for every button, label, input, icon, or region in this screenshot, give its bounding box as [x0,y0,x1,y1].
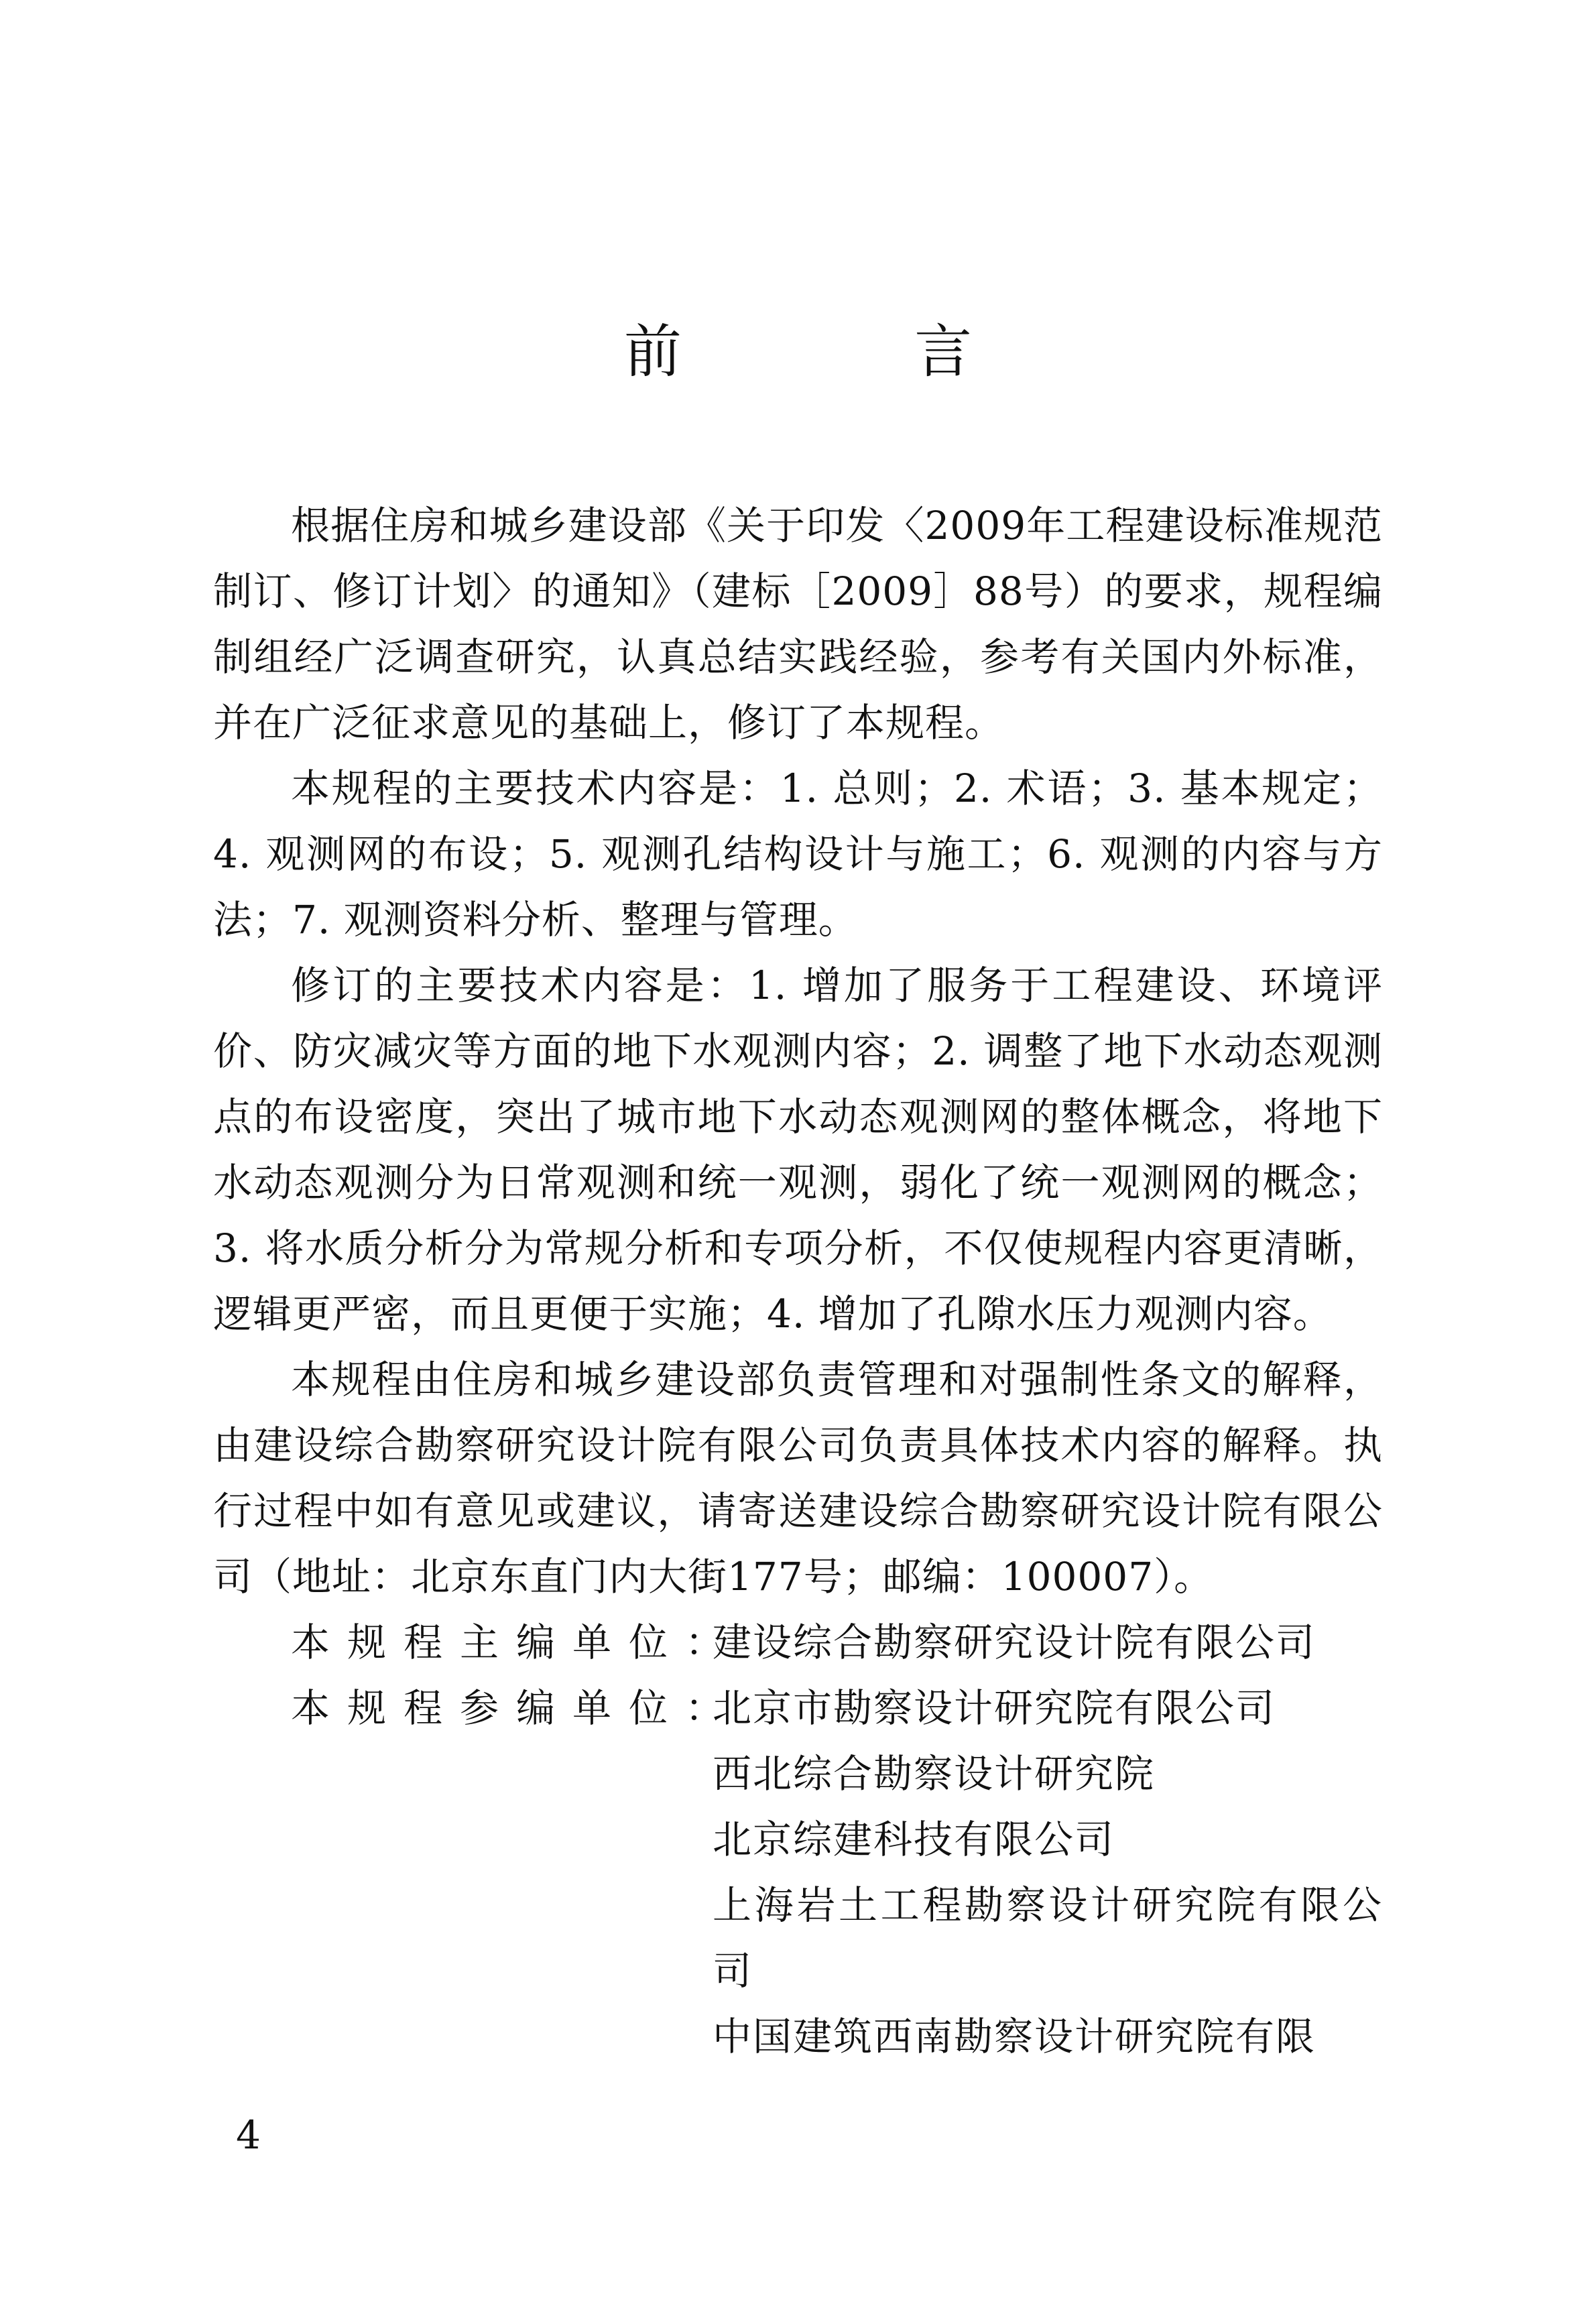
chief-unit-name: 建设综合勘察研究设计院有限公司 [713,1620,1316,1665]
participating-unit: 上海岩土工程勘察设计研究院有限公司 [713,1882,1383,1994]
participating-units-label: 本规程参编单位： [291,1685,742,1731]
paragraph-background: 根据住房和城乡建设部《关于印发〈2009年工程建设标准规范制订、修订计划〉的通知》（建标［2009］88号）的要求，规程编制组经广泛调查研究，认真总结实践经验，参考有关国内外标准，并在广泛征求意见的基础上，修订了本规程。 [213,503,1383,745]
paragraph-main-content: 本规程的主要技术内容是：1. 总则；2. 术语；3. 基本规定；4. 观测网的布设；5. 观测孔结构设计与施工；6. 观测的内容与方法；7. 观测资料分析、整理与管理。 [213,766,1383,943]
participating-unit: 西北综合勘察设计研究院 [713,1751,1156,1797]
preface-body [213,493,1383,2069]
participating-units-list [713,1675,1383,2069]
page-title: 前 言 [623,318,1080,385]
participating-unit: 中国建筑西南勘察设计研究院有限 [713,2014,1316,2059]
chief-unit-names [713,1609,1383,1675]
page-number: 4 [236,2112,261,2158]
chief-unit-label: 本规程主编单位： [291,1620,742,1665]
editing-units [213,1609,1383,2069]
participating-unit: 北京综建科技有限公司 [713,1817,1115,1862]
participating-units-row [213,1675,1383,2069]
paragraph-management: 本规程由住房和城乡建设部负责管理和对强制性条文的解释，由建设综合勘察研究设计院有限公司负责具体技术内容的解释。执行过程中如有意见或建议，请寄送建设综合勘察研究设计院有限公司（地址：北京东直门内大街177号；邮编：100007）。 [213,1357,1383,1599]
chief-unit-row [213,1609,1383,1675]
paragraph-revision-content: 修订的主要技术内容是：1. 增加了服务于工程建设、环境评价、防灾减灾等方面的地下水观测内容；2. 调整了地下水动态观测点的布设密度，突出了城市地下水动态观测网的整体概念，将地下水动态观测分为日常观测和统一观测，弱化了统一观测网的概念；3. 将水质分析分为常规分析和专项分析，不仅使规程内容更清晰，逻辑更严密，而且更便于实施；4. 增加了孔隙水压力观测内容。 [213,963,1383,1337]
participating-unit: 北京市勘察设计研究院有限公司 [713,1685,1276,1731]
